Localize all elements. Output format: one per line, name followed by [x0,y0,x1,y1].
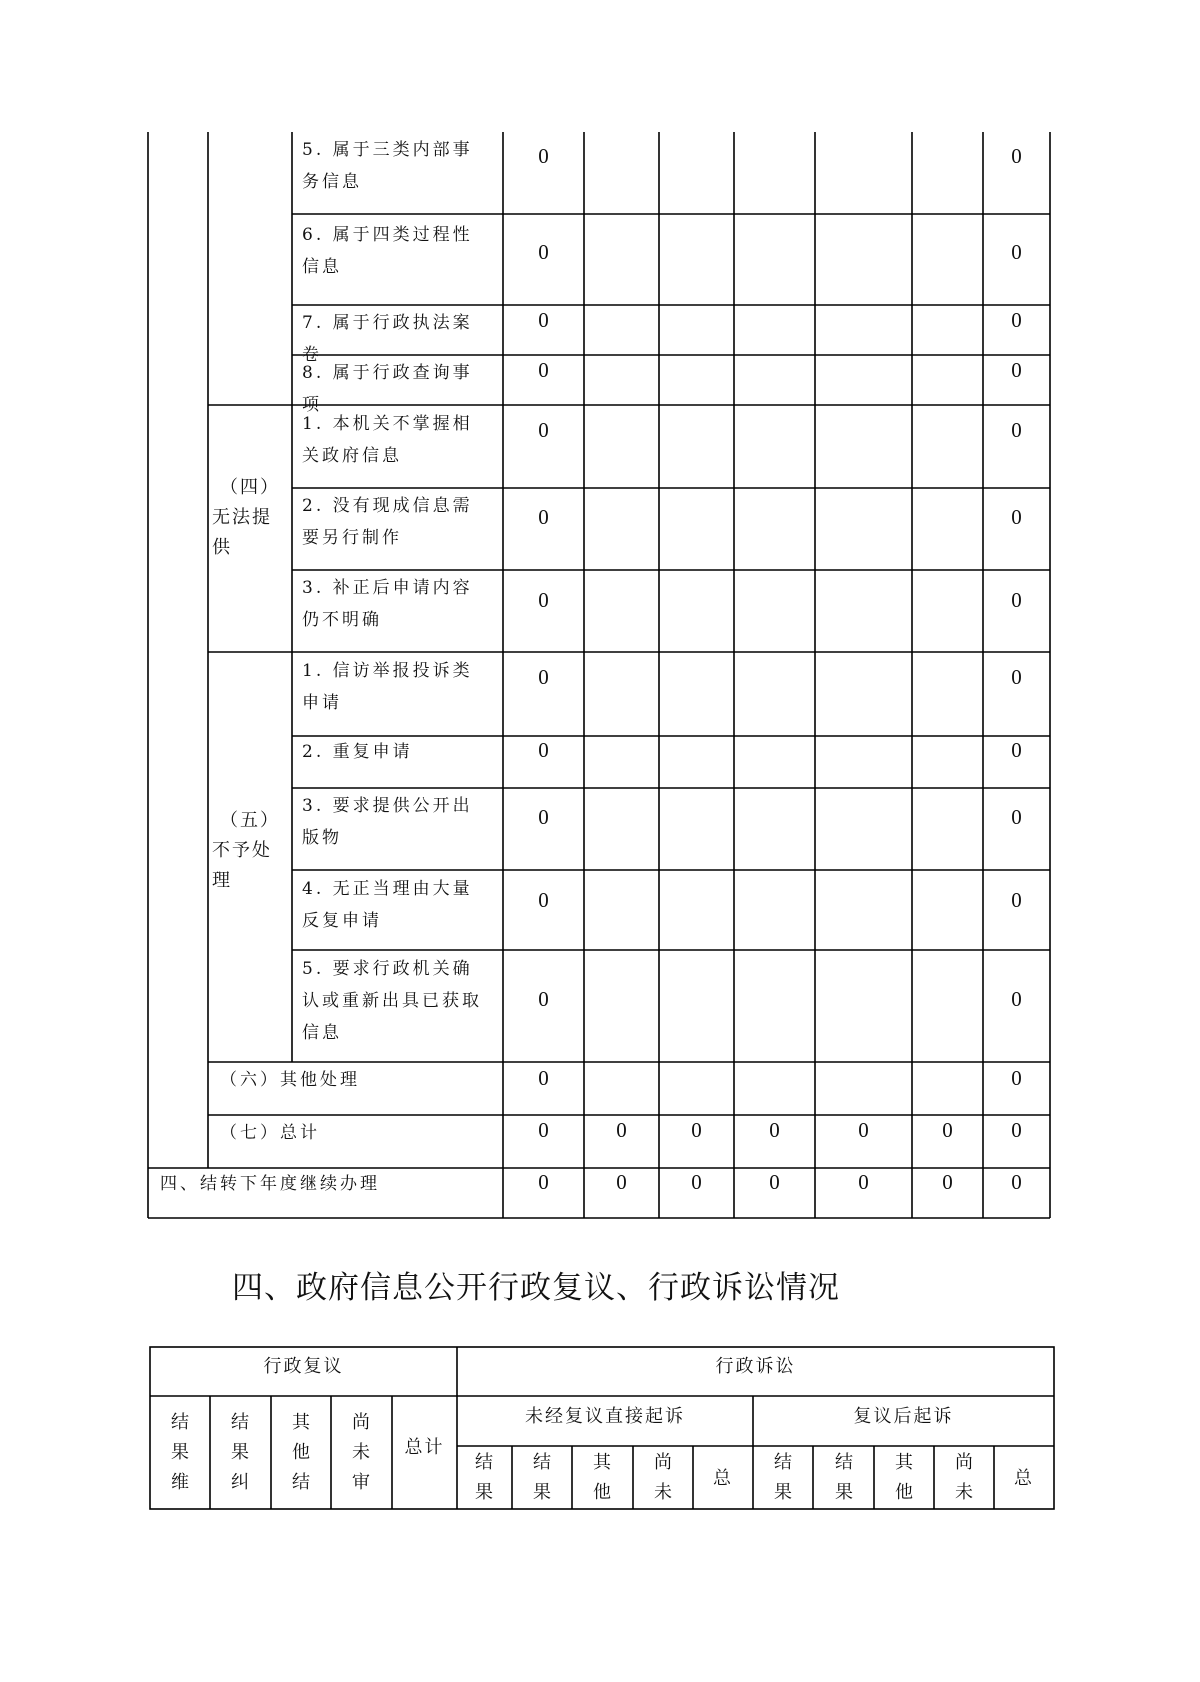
value-cell: 0 [1011,240,1022,264]
review-col: 尚 未 审 [352,1412,370,1493]
value-cell: 0 [538,738,549,762]
review-col: 结 果 纠 [231,1412,249,1493]
review-col: 其 他 结 [292,1412,310,1493]
row-label: 1. 本机关不掌握相关政府信息 [302,414,473,466]
row-label: 四、结转下年度继续办理 [160,1174,380,1194]
value-cell: 0 [538,805,549,829]
litigation-header: 行政诉讼 [715,1356,796,1377]
value-cell: 0 [1011,1118,1022,1142]
row-label: 3. 补正后申请内容仍不明确 [302,578,473,630]
after-col: 尚 未 [955,1452,973,1503]
value-cell: 0 [538,1118,549,1142]
value-cell: 0 [616,1118,627,1142]
group-label-unable: （四） 无法提 供 [212,477,280,558]
value-cell: 0 [538,1066,549,1090]
direct-col: 结 果 [533,1452,551,1503]
row-label: 3. 要求提供公开出版物 [302,796,473,848]
value-cell: 0 [691,1118,702,1142]
review-col-total: 总计 [404,1437,445,1458]
review-header: 行政复议 [263,1356,344,1377]
row-label: 5. 属于三类内部事务信息 [302,140,473,192]
direct-col: 结 果 [475,1452,493,1503]
direct-col: 其 他 [593,1452,611,1503]
row-label: 1. 信访举报投诉类申请 [302,661,473,713]
value-cell: 0 [1011,665,1022,689]
after-col: 结 果 [835,1452,853,1503]
value-cell: 0 [538,308,549,332]
row-label: 5. 要求行政机关确认或重新出具已获取信息 [302,959,482,1043]
value-cell: 0 [1011,144,1022,168]
review-col: 结 果 维 [171,1412,189,1493]
row-label: 6. 属于四类过程性信息 [302,225,473,277]
value-cell: 0 [1011,987,1022,1011]
row-label: 2. 重复申请 [302,742,413,762]
value-cell: 0 [538,888,549,912]
value-cell: 0 [538,505,549,529]
value-cell: 0 [538,358,549,382]
value-cell: 0 [538,144,549,168]
value-cell: 0 [1011,1170,1022,1194]
value-cell: 0 [1011,805,1022,829]
value-cell: 0 [1011,308,1022,332]
value-cell: 0 [538,588,549,612]
value-cell: 0 [538,1170,549,1194]
value-cell: 0 [942,1118,953,1142]
direct-suit-header: 未经复议直接起诉 [525,1406,685,1427]
value-cell: 0 [769,1118,780,1142]
value-cell: 0 [538,240,549,264]
after-col: 结 果 [774,1452,792,1503]
value-cell: 0 [538,665,549,689]
direct-col: 尚 未 [654,1452,672,1503]
value-cell: 0 [858,1118,869,1142]
value-cell: 0 [691,1170,702,1194]
value-cell: 0 [538,418,549,442]
value-cell: 0 [538,987,549,1011]
value-cell: 0 [1011,738,1022,762]
value-cell: 0 [1011,588,1022,612]
after-col: 其 他 [895,1452,913,1503]
row-label: （七）总计 [220,1123,320,1143]
direct-col-total: 总 [713,1468,733,1489]
row-label: 4. 无正当理由大量反复申请 [302,879,473,931]
value-cell: 0 [1011,505,1022,529]
row-label: 7. 属于行政执法案卷 [302,313,473,365]
value-cell: 0 [1011,418,1022,442]
value-cell: 0 [769,1170,780,1194]
row-label: （六）其他处理 [220,1070,360,1090]
value-cell: 0 [1011,888,1022,912]
section-title: 四、政府信息公开行政复议、行政诉讼情况 [232,1270,840,1306]
row-label: 8. 属于行政查询事项 [302,363,473,415]
group-label-not-processed: （五） 不予处 理 [212,810,280,891]
value-cell: 0 [1011,1066,1022,1090]
after-review-suit-header: 复议后起诉 [853,1406,954,1427]
value-cell: 0 [942,1170,953,1194]
after-col-total: 总 [1014,1468,1034,1489]
value-cell: 0 [616,1170,627,1194]
row-label: 2. 没有现成信息需要另行制作 [302,496,473,548]
value-cell: 0 [858,1170,869,1194]
value-cell: 0 [1011,358,1022,382]
